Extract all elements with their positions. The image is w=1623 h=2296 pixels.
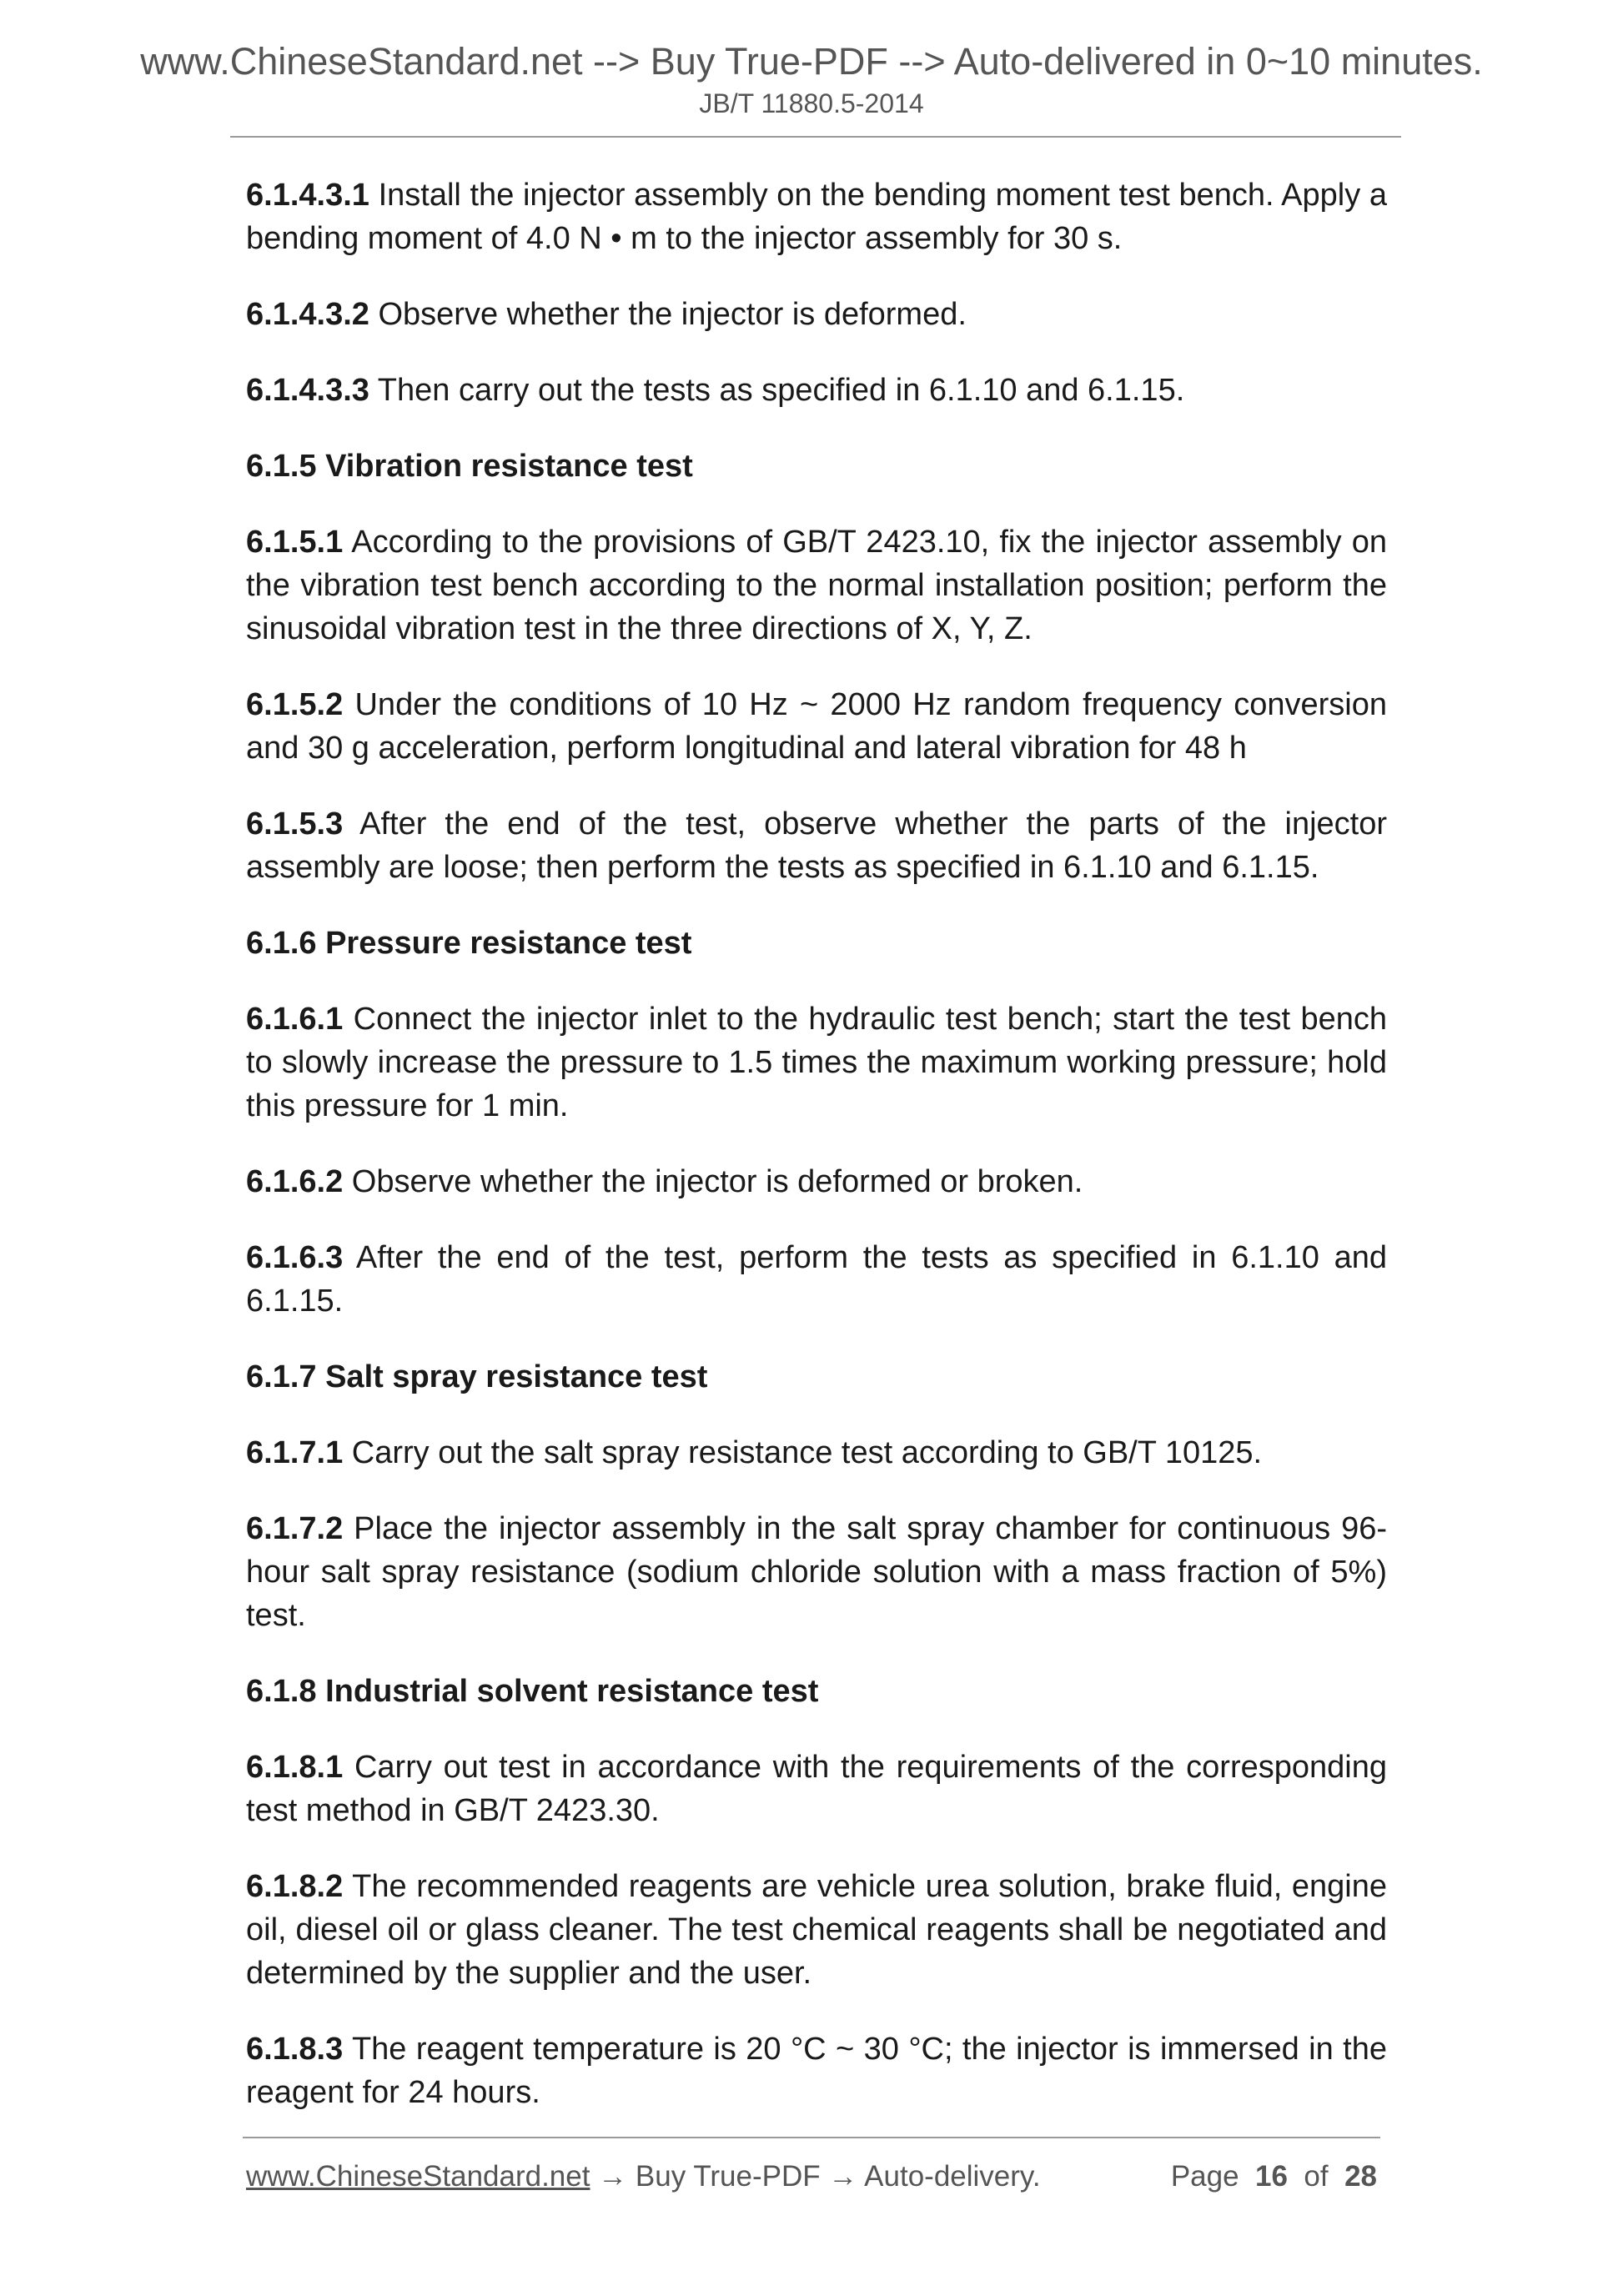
clause-6-1-7-1 bbox=[246, 1431, 1387, 1475]
clause-number: 6.1.4.3.1 bbox=[246, 178, 369, 213]
section-number: 6.1.7 bbox=[246, 1359, 317, 1394]
page-total: 28 bbox=[1344, 2160, 1377, 2193]
clause-number: 6.1.8.2 bbox=[246, 1869, 344, 1904]
clause-number: 6.1.4.3.3 bbox=[246, 373, 369, 408]
clause-text: Connect the injector inlet to the hydraulic test bench; start the test bench to slowly increase the pressure to 1.5 times the maximum working pressure; hold this pressure for 1 min. bbox=[246, 1002, 1387, 1123]
section-title: Pressure resistance test bbox=[316, 926, 692, 961]
section-heading-6-1-7 bbox=[246, 1355, 1387, 1399]
footer-site-link[interactable]: www.ChineseStandard.net bbox=[246, 2160, 590, 2193]
document-body bbox=[246, 173, 1387, 2147]
clause-number: 6.1.7.1 bbox=[246, 1435, 344, 1470]
clause-number: 6.1.4.3.2 bbox=[246, 297, 369, 332]
page-of-label: of bbox=[1304, 2160, 1329, 2193]
clause-6-1-4-3-2 bbox=[246, 293, 1387, 336]
clause-number: 6.1.5.3 bbox=[246, 806, 344, 842]
clause-text: Carry out the salt spray resistance test according to GB/T 10125. bbox=[343, 1435, 1263, 1470]
clause-text: Install the injector assembly on the bending moment test bench. Apply a bending moment of 4.0 N • m to the injector assembly for 30 s. bbox=[246, 178, 1387, 256]
clause-number: 6.1.5.1 bbox=[246, 525, 344, 560]
clause-6-1-7-2 bbox=[246, 1507, 1387, 1637]
section-heading-6-1-5 bbox=[246, 445, 1387, 488]
clause-number: 6.1.6.2 bbox=[246, 1164, 344, 1199]
section-title: Industrial solvent resistance test bbox=[316, 1674, 819, 1709]
clause-6-1-8-3 bbox=[246, 2027, 1387, 2114]
clause-text: After the end of the test, observe whether the parts of the injector assembly are loose; then perform the tests as specified in 6.1.10 and 6.1.15. bbox=[246, 806, 1387, 885]
header-divider bbox=[230, 136, 1401, 138]
clause-6-1-8-2 bbox=[246, 1865, 1387, 1995]
clause-6-1-5-1 bbox=[246, 520, 1387, 651]
page-counter bbox=[1171, 2156, 1377, 2198]
section-heading-6-1-6 bbox=[246, 922, 1387, 965]
clause-number: 6.1.7.2 bbox=[246, 1511, 344, 1546]
page-current: 16 bbox=[1255, 2160, 1288, 2193]
clause-number: 6.1.8.1 bbox=[246, 1750, 344, 1785]
clause-6-1-8-1 bbox=[246, 1746, 1387, 1832]
clause-text: Carry out test in accordance with the requirements of the corresponding test method in GB/T 2423.30. bbox=[246, 1750, 1387, 1828]
clause-text: Observe whether the injector is deformed. bbox=[369, 297, 967, 332]
clause-text: The recommended reagents are vehicle urea solution, brake fluid, engine oil, diesel oil or glass cleaner. The test chemical reagents shall be negotiated and determined by the supplier and the user. bbox=[246, 1869, 1387, 1991]
page-footer bbox=[246, 2156, 1377, 2198]
clause-text: Observe whether the injector is deformed or broken. bbox=[343, 1164, 1083, 1199]
clause-number: 6.1.6.3 bbox=[246, 1240, 344, 1275]
clause-number: 6.1.6.1 bbox=[246, 1002, 344, 1037]
clause-6-1-6-1 bbox=[246, 997, 1387, 1128]
clause-text: Place the injector assembly in the salt spray chamber for continuous 96-hour salt spray resistance (sodium chloride solution with a mass fraction of 5%) test. bbox=[246, 1511, 1387, 1633]
section-number: 6.1.8 bbox=[246, 1674, 317, 1709]
page-header bbox=[0, 38, 1623, 120]
footer-tagline: → Buy True-PDF → Auto-delivery. bbox=[590, 2160, 1041, 2193]
clause-6-1-6-3 bbox=[246, 1236, 1387, 1323]
section-heading-6-1-8 bbox=[246, 1670, 1387, 1713]
clause-text: Under the conditions of 10 Hz ~ 2000 Hz random frequency conversion and 30 g acceleration, perform longitudinal and lateral vibration for 48 h bbox=[246, 687, 1387, 766]
site-banner: www.ChineseStandard.net --> Buy True-PDF --> Auto-delivered in 0~10 minutes. bbox=[140, 40, 1483, 83]
section-title: Vibration resistance test bbox=[316, 449, 693, 484]
clause-text: According to the provisions of GB/T 2423.10, fix the injector assembly on the vibration test bench according to the normal installation position; perform the sinusoidal vibration test in the three directions of X, Y, Z. bbox=[246, 525, 1387, 646]
page-label: Page bbox=[1170, 2160, 1239, 2193]
footer-divider bbox=[243, 2137, 1380, 2138]
clause-text: Then carry out the tests as specified in 6.1.10 and 6.1.15. bbox=[369, 373, 1185, 408]
standard-number: JB/T 11880.5-2014 bbox=[699, 88, 924, 118]
footer-promo bbox=[246, 2156, 1041, 2198]
clause-text: After the end of the test, perform the tests as specified in 6.1.10 and 6.1.15. bbox=[246, 1240, 1387, 1319]
clause-6-1-5-3 bbox=[246, 802, 1387, 889]
clause-6-1-5-2 bbox=[246, 683, 1387, 770]
section-number: 6.1.5 bbox=[246, 449, 317, 484]
clause-number: 6.1.8.3 bbox=[246, 2032, 344, 2067]
section-title: Salt spray resistance test bbox=[316, 1359, 708, 1394]
section-number: 6.1.6 bbox=[246, 926, 317, 961]
clause-number: 6.1.5.2 bbox=[246, 687, 344, 722]
clause-6-1-4-3-3 bbox=[246, 369, 1387, 412]
clause-text: The reagent temperature is 20 °C ~ 30 °C; the injector is immersed in the reagent for 24 hours. bbox=[246, 2032, 1387, 2110]
clause-6-1-6-2 bbox=[246, 1160, 1387, 1203]
clause-6-1-4-3-1 bbox=[246, 173, 1387, 260]
